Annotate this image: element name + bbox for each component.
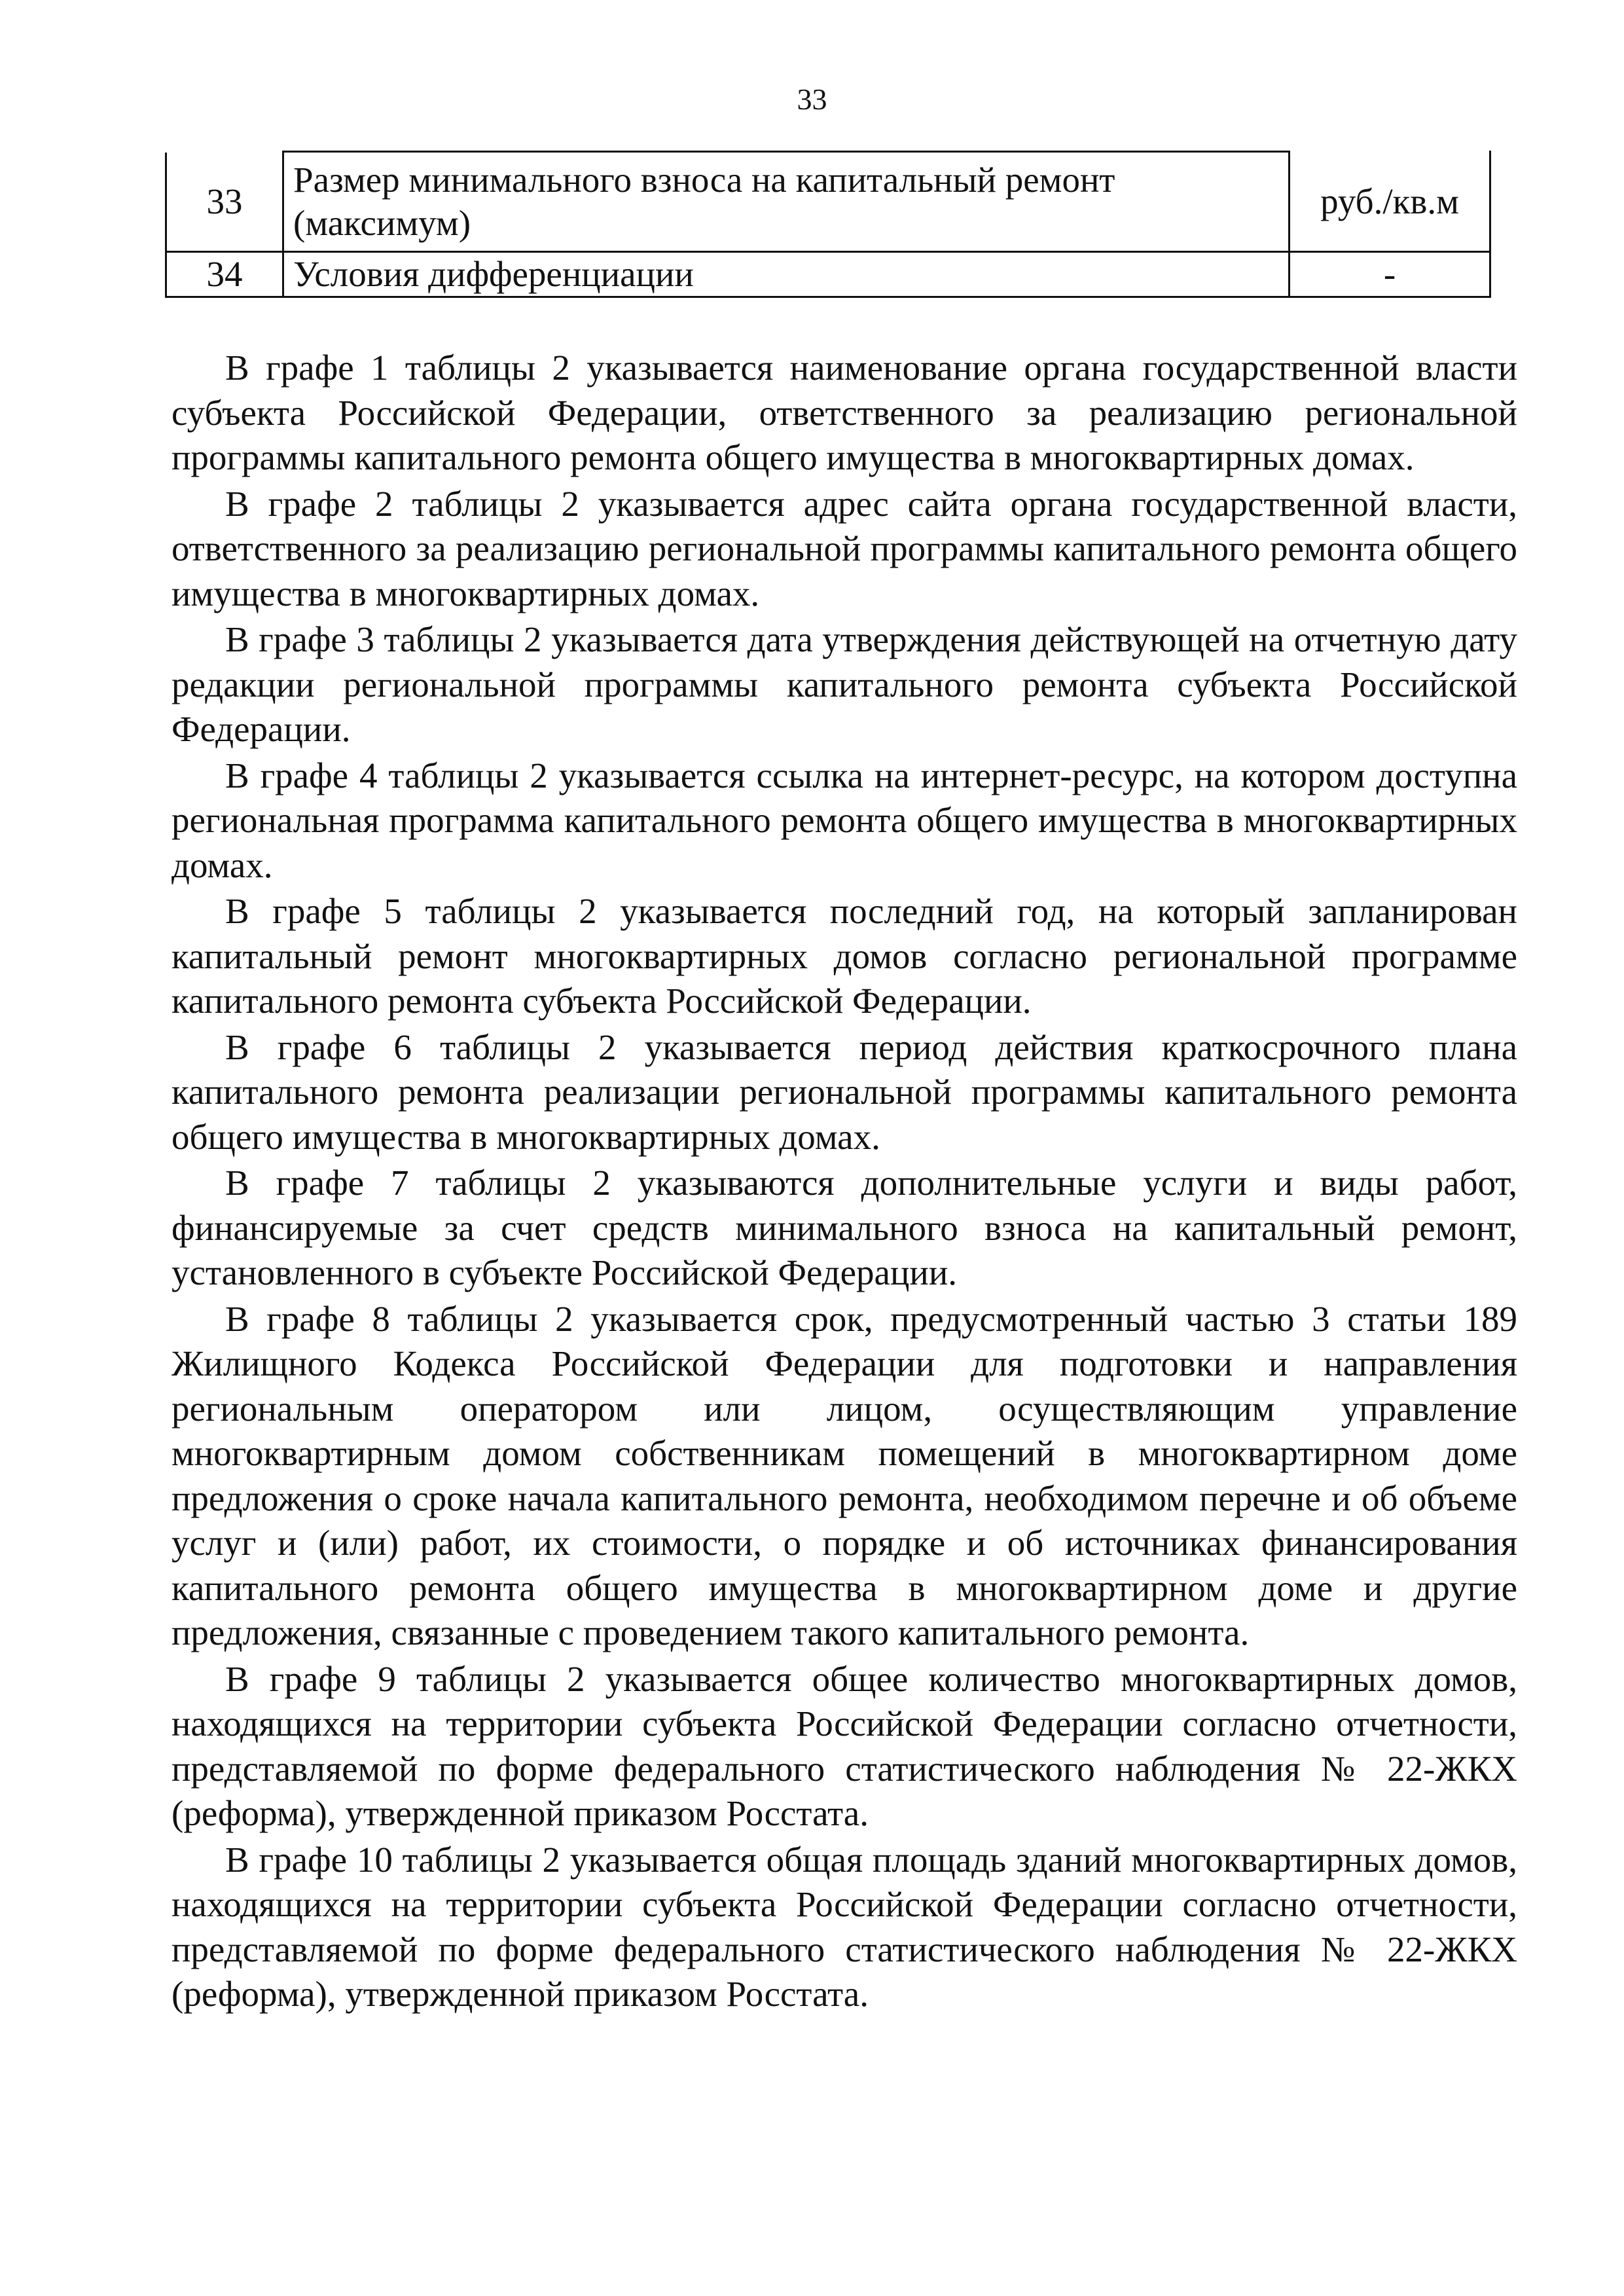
paragraph-column-8: В графе 8 таблицы 2 указывается срок, предусмотренный частью 3 статьи 189 Жилищного Кодекса Российской Федерации для подготовки и направления региональным оператором или лицом, осуществляющим управление многоквартирным домом собственникам помещений в многоквартирном доме предложения о сроке начала капитального ремонта, необходимом перечне и об объеме услуг и (или) работ, их стоимости, о порядке и об источниках финансирования капитального ремонта общего имущества в многоквартирном доме и другие предложения, связанные с проведением такого капитального ремонта. xyxy=(171,1298,1517,1652)
paragraph-column-2: В графе 2 таблицы 2 указывается адрес сайта органа государственной власти, ответственного за реализацию региональной программы капитального ремонта общего имущества в многоквартирных домах. xyxy=(171,483,1517,613)
paragraph-column-3: В графе 3 таблицы 2 указывается дата утверждения действующей на отчетную дату редакции региональной программы капитального ремонта субъекта Российской Федерации. xyxy=(171,619,1517,749)
paragraph-column-5: В графе 5 таблицы 2 указывается последний год, на который запланирован капитальный ремонт многоквартирных домов согласно региональной программе капитального ремонта субъекта Российской Федерации. xyxy=(171,891,1517,1021)
indicator-unit: руб./кв.м xyxy=(1290,152,1490,252)
page-number: 33 xyxy=(797,82,827,116)
table-row xyxy=(166,152,1490,252)
document-body xyxy=(171,346,1517,2018)
paragraph-column-6: В графе 6 таблицы 2 указывается период действия краткосрочного плана капитального ремонта реализации региональной программы капитального ремонта общего имущества в многоквартирных домах. xyxy=(171,1027,1517,1157)
row-number: 34 xyxy=(166,252,283,297)
paragraph-column-1: В графе 1 таблицы 2 указывается наименование органа государственной власти субъекта Российской Федерации, ответственного за реализацию региональной программы капитального ремонта общего имущества в многоквартирных домах. xyxy=(171,348,1517,477)
table-row xyxy=(166,252,1490,297)
paragraph-column-7: В графе 7 таблицы 2 указываются дополнительные услуги и виды работ, финансируемые за счет средств минимального взноса на капитальный ремонт, установленного в субъекте Российской Федерации. xyxy=(171,1163,1517,1292)
indicator-name: Условия дифференциации xyxy=(283,252,1290,297)
paragraph-column-10: В графе 10 таблицы 2 указывается общая площадь зданий многоквартирных домов, находящихся на территории субъекта Российской Федерации согласно отчетности, представляемой по форме федерального статистического наблюдения № 22-ЖКХ (реформа), утвержденной приказом Росстата. xyxy=(171,1839,1517,2014)
paragraph-column-9: В графе 9 таблицы 2 указывается общее количество многоквартирных домов, находящихся на территории субъекта Российской Федерации согласно отчетности, представляемой по форме федерального статистического наблюдения № 22-ЖКХ (реформа), утвержденной приказом Росстата. xyxy=(171,1658,1517,1833)
indicator-unit: - xyxy=(1290,252,1490,297)
row-number: 33 xyxy=(166,152,283,252)
indicators-table xyxy=(165,151,1491,298)
paragraph-column-4: В графе 4 таблицы 2 указывается ссылка на интернет-ресурс, на котором доступна региональная программа капитального ремонта общего имущества в многоквартирных домах. xyxy=(171,755,1517,885)
indicator-name: Размер минимального взноса на капитальный ремонт (максимум) xyxy=(283,152,1290,252)
